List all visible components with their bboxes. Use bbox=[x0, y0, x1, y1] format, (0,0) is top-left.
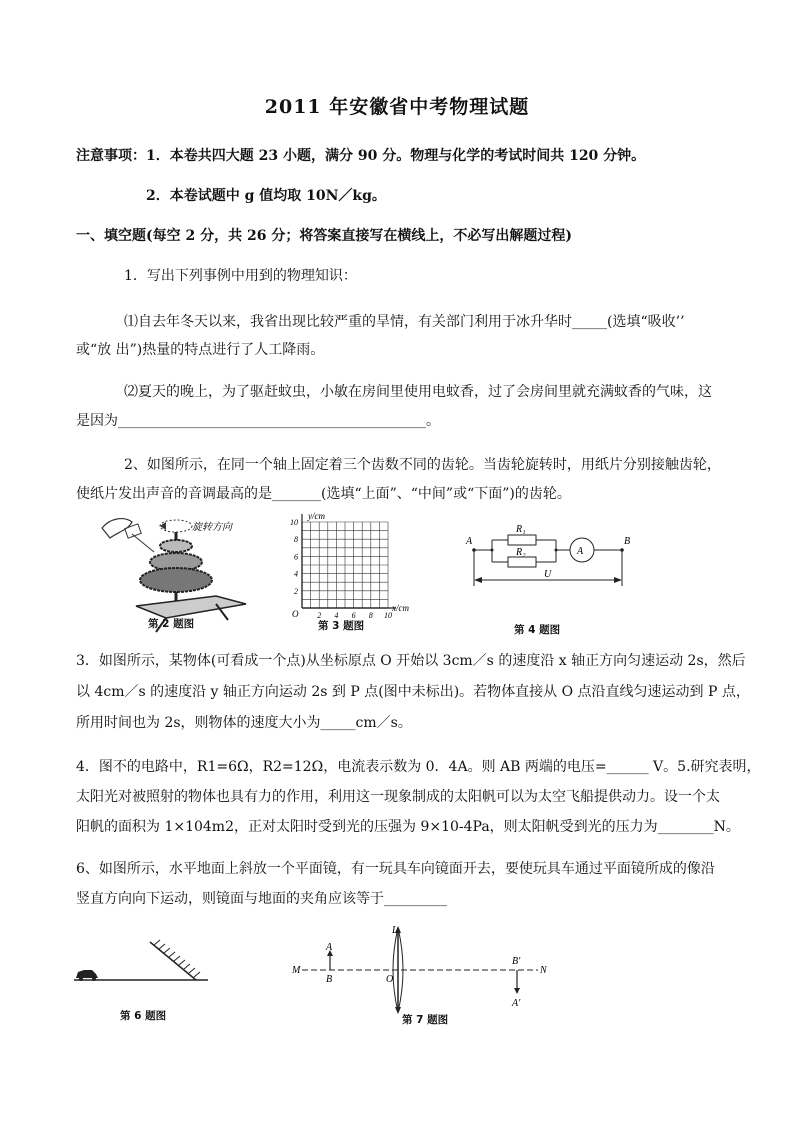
figure-2-gears bbox=[96, 508, 256, 636]
figure-4-ammeter-label: A bbox=[577, 546, 584, 557]
question-1-part-2-line-2: 是因为____________________________________________。 bbox=[76, 413, 440, 429]
figure-7-label-o: O bbox=[386, 974, 394, 985]
question-1-part-1-line-1: ⑴自去年冬天以来，我省出现比较严重的旱情，有关部门利用于冰升华时_____(选填“吸收’’ bbox=[124, 314, 685, 330]
figure-3-x-tick: 2 bbox=[317, 611, 322, 620]
notice-line-1: 注意事项：1．本卷共四大题 23 小题，满分 90 分。物理与化学的考试时间共 120 分钟。 bbox=[76, 148, 646, 164]
question-6-line-1: 6、如图所示，水平地面上斜放一个平面镜，有一玩具车向镜面开去，要使玩具车通过平面镜所成的像沿 bbox=[76, 861, 715, 877]
figure-7-lens bbox=[288, 920, 558, 1030]
figure-4-label-b: B bbox=[624, 536, 631, 547]
figure-7-label-a-prime: A′ bbox=[512, 998, 521, 1009]
question-2-line-1: 2、如图所示，在同一个轴上固定着三个齿数不同的齿轮。当齿轮旋转时，用纸片分别接触齿轮， bbox=[124, 457, 721, 473]
figure-7-label-m: M bbox=[292, 965, 301, 976]
figure-3-origin-label: O bbox=[292, 609, 299, 619]
figure-3-y-axis-label: y/cm bbox=[308, 511, 325, 521]
page-title: 2011 年安徽省中考物理试题 bbox=[264, 96, 530, 118]
notice-line-2: 2．本卷试题中 g 值均取 10N／kg。 bbox=[146, 188, 386, 204]
question-1-part-1-line-2: 或“放 出”)热量的特点进行了人工降雨。 bbox=[76, 342, 325, 358]
figure-3-y-tick: 6 bbox=[294, 552, 298, 562]
question-3-line-2: 以 4cm／s 的速度沿 y 轴正方向运动 2s 到 P 点(图中未标出)。若物体直接从 O 点沿直线匀速运动到 P 点， bbox=[76, 684, 750, 700]
figure-3-y-tick: 2 bbox=[294, 586, 298, 596]
figure-4-circuit bbox=[458, 520, 638, 635]
question-4-line-2: 太阳光对被照射的物体也具有力的作用，利用这一现象制成的太阳帆可以为太空飞船提供动力。设一个太 bbox=[76, 789, 720, 805]
figure-7-label-l: L bbox=[392, 925, 398, 936]
figure-7-label-a: A bbox=[326, 942, 333, 953]
figure-7-label-n: N bbox=[540, 965, 547, 976]
figure-6-caption: 第 6 题图 bbox=[120, 1010, 167, 1022]
question-3-line-3: 所用时间也为 2s，则物体的速度大小为_____cm／s。 bbox=[76, 715, 412, 731]
figure-3-y-tick: 10 bbox=[290, 518, 298, 527]
figure-2-rotation-label: 旋转方向 bbox=[192, 522, 232, 533]
figure-3-x-axis-label: x/cm bbox=[392, 603, 409, 613]
question-1-stem: 1．写出下列事例中用到的物理知识： bbox=[124, 268, 357, 284]
question-4-line-1: 4．图不的电路中，R1=6Ω，R2=12Ω，电流表示数为 0．4A。则 AB 两端的电压=______ V。5.研究表明， bbox=[76, 759, 761, 775]
question-3-line-1: 3．如图所示，某物体(可看成一个点)从坐标原点 O 开始以 3cm／s 的速度沿 x 轴正方向匀速运动 2s，然后 bbox=[76, 653, 746, 669]
figure-7-caption: 第 7 题图 bbox=[402, 1014, 449, 1026]
figure-4-label-r2: R₂ bbox=[516, 547, 526, 558]
figure-4-label-u: U bbox=[544, 569, 552, 580]
figure-7-label-b-prime: B′ bbox=[512, 956, 521, 967]
figure-3-x-tick: 4 bbox=[334, 611, 339, 620]
question-4-line-3: 阳帆的面积为 1×104m2，正对太阳时受到光的压强为 9×10-4Pa，则太阳帆受到光的压力为________N。 bbox=[76, 819, 740, 835]
figure-3-grid bbox=[282, 505, 422, 635]
figure-7-label-b: B bbox=[326, 974, 333, 985]
figure-4-caption: 第 4 题图 bbox=[514, 624, 561, 636]
figure-3-x-tick: 6 bbox=[351, 611, 356, 620]
figure-3-caption: 第 3 题图 bbox=[318, 620, 365, 632]
question-1-part-2-line-1: ⑵夏天的晚上，为了驱赶蚊虫，小敏在房间里使用电蚊香，过了会房间里就充满蚊香的气味，这 bbox=[124, 384, 712, 400]
figure-3-x-tick: 10 bbox=[384, 611, 392, 620]
question-2-line-2: 使纸片发出声音的音调最高的是_______(选填“上面”、“中间”或“下面”)的齿轮。 bbox=[76, 486, 571, 502]
question-6-line-2: 竖直方向向下运动，则镜面与地面的夹角应该等于_________ bbox=[76, 891, 447, 907]
figure-3-x-tick: 8 bbox=[368, 611, 373, 620]
figure-4-label-a: A bbox=[466, 536, 473, 547]
figure-3-y-tick: 8 bbox=[294, 535, 298, 545]
figure-2-caption: 第 2 题图 bbox=[148, 618, 195, 630]
figure-4-label-r1: R₁ bbox=[516, 524, 526, 535]
figure-3-y-tick: 4 bbox=[294, 569, 298, 579]
section-1-header: 一、填空题(每空 2 分，共 26 分；将答案直接写在横线上，不必写出解题过程) bbox=[76, 228, 572, 244]
figure-6-mirror bbox=[74, 930, 214, 1025]
